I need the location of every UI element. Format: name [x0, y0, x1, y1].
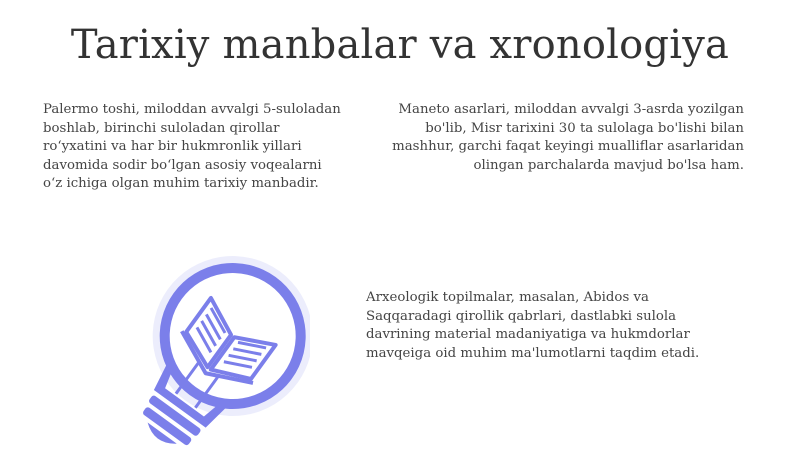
manetho-paragraph: Maneto asarlari, miloddan avvalgi 3-asrda yozilgan bo'lib, Misr tarixini 30 ta sulolaga bo'lishi bilan mashhur, garchi faqat keyingi mualliflar asarlaridan olingan parchalarda mavjud bo'lsa ham. — [392, 102, 744, 173]
palermo-stone-paragraph: Palermo toshi, miloddan avvalgi 5-suloladan boshlab, birinchi suloladan qirollar ro‘yxatini va har bir hukmronlik yillari davomida sodir bo‘lgan asosiy voqealarni o‘z ichiga olgan muhim tarixiy manbadir. — [43, 102, 341, 191]
lightbulb-book-icon — [98, 250, 310, 449]
slide-title: Tarixiy manbalar va xronologiya — [70, 22, 730, 68]
archaeology-paragraph: Arxeologik topilmalar, masalan, Abidos va Saqqaradagi qirollik qabrlari, dastlabki sulola davrining material madaniyatiga va hukmdorlar mavqeiga oid muhim ma'lumotlarni taqdim etadi. — [366, 290, 700, 361]
